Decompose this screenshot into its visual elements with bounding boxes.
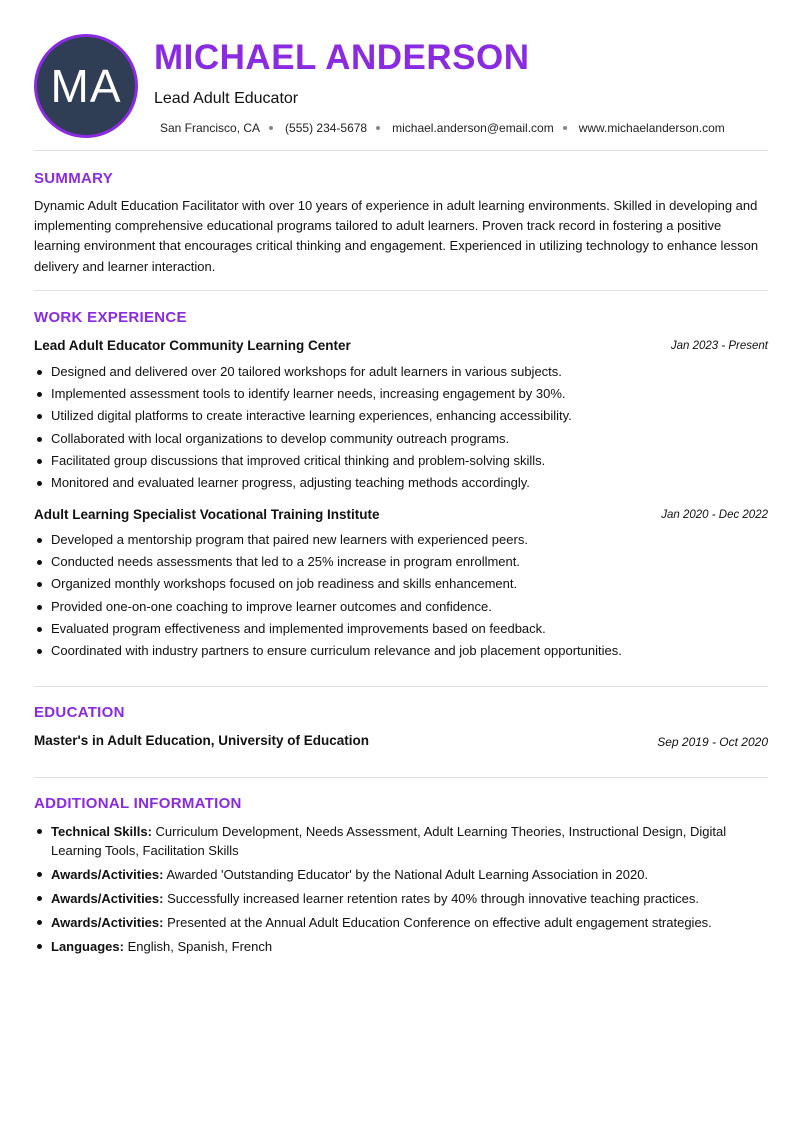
section-divider (34, 777, 768, 778)
info-label: Languages: (51, 939, 124, 954)
info-label: Awards/Activities: (51, 915, 164, 930)
dot-separator (269, 126, 273, 130)
contact-email[interactable]: michael.anderson@email.com (392, 121, 554, 135)
summary-text: Dynamic Adult Education Facilitator with over 10 years of experience in adult learning environments. Skilled in developing and implementing comprehensive educational programs tailored to adult learners. Proven track record in fostering a positive learning environment that encourages critical thinking and engagement. Experienced in utilizing technology to enhance lesson delivery and learner interaction. (34, 198, 759, 274)
education-date: Sep 2019 - Oct 2020 (657, 735, 768, 749)
additional-info-heading: ADDITIONAL INFORMATION (34, 795, 242, 812)
job-bullets (34, 529, 768, 662)
list-item: Organized monthly workshops focused on job readiness and skills enhancement. (34, 573, 768, 595)
list-item (34, 913, 768, 932)
list-item: Conducted needs assessments that led to a 25% increase in program enrollment. (34, 551, 768, 573)
job-header (34, 507, 768, 525)
avatar-initials: MA (50, 60, 122, 112)
list-item (34, 889, 768, 908)
info-label: Awards/Activities: (51, 867, 164, 882)
job-title: Lead Adult Educator Community Learning Center (34, 338, 351, 353)
section-divider (34, 150, 768, 151)
contact-website[interactable]: www.michaelanderson.com (578, 121, 725, 135)
contact-line (160, 121, 725, 135)
avatar (34, 34, 138, 138)
list-item (34, 937, 768, 956)
job-date: Jan 2023 - Present (670, 340, 768, 352)
contact-location: San Francisco, CA (160, 121, 261, 135)
info-text: Awarded 'Outstanding Educator' by the National Adult Learning Association in 2020. (166, 867, 649, 882)
candidate-name: MICHAEL ANDERSON (154, 38, 530, 77)
info-text: Curriculum Development, Needs Assessment, Adult Learning Theories, Instructional Design, Digital Learning Tools, Facilitation Skills (51, 824, 727, 858)
education-entry (34, 733, 768, 751)
info-text: Successfully increased learner retention rates by 40% through innovative teaching practices. (167, 891, 699, 906)
section-divider (34, 290, 768, 291)
list-item: Utilized digital platforms to create interactive learning experiences, enhancing accessibility. (34, 405, 768, 427)
list-item: Evaluated program effectiveness and implemented improvements based on feedback. (34, 618, 768, 640)
list-item (34, 865, 768, 884)
contact-phone: (555) 234-5678 (285, 121, 368, 135)
job-date: Jan 2020 - Dec 2022 (661, 509, 768, 521)
list-item (34, 822, 768, 860)
education-heading: EDUCATION (34, 704, 125, 721)
degree: Master's in Adult Education, University of Education (34, 733, 370, 748)
dot-separator (563, 126, 567, 130)
work-experience-heading: WORK EXPERIENCE (34, 309, 187, 326)
list-item: Facilitated group discussions that improved critical thinking and problem-solving skills. (34, 450, 768, 472)
list-item: Provided one-on-one coaching to improve learner outcomes and confidence. (34, 596, 768, 618)
list-item: Monitored and evaluated learner progress, adjusting teaching methods accordingly. (34, 472, 768, 494)
info-label: Technical Skills: (51, 824, 152, 839)
summary-heading: SUMMARY (34, 170, 114, 187)
info-label: Awards/Activities: (51, 891, 164, 906)
list-item: Developed a mentorship program that paired new learners with experienced peers. (34, 529, 768, 551)
resume-header (34, 34, 768, 138)
info-text: English, Spanish, French (127, 939, 273, 954)
job-title: Adult Learning Specialist Vocational Training Institute (34, 507, 380, 522)
info-text: Presented at the Annual Adult Education Conference on effective adult engagement strategies. (167, 915, 712, 930)
job-bullets (34, 361, 768, 494)
additional-info-list (34, 822, 768, 961)
section-divider (34, 686, 768, 687)
list-item: Implemented assessment tools to identify learner needs, increasing engagement by 30%. (34, 383, 768, 405)
list-item: Designed and delivered over 20 tailored workshops for adult learners in various subjects. (34, 361, 768, 383)
dot-separator (376, 126, 380, 130)
list-item: Collaborated with local organizations to develop community outreach programs. (34, 428, 768, 450)
job-header (34, 338, 768, 356)
list-item: Coordinated with industry partners to ensure curriculum relevance and job placement opportunities. (34, 640, 768, 662)
candidate-role: Lead Adult Educator (154, 90, 299, 107)
